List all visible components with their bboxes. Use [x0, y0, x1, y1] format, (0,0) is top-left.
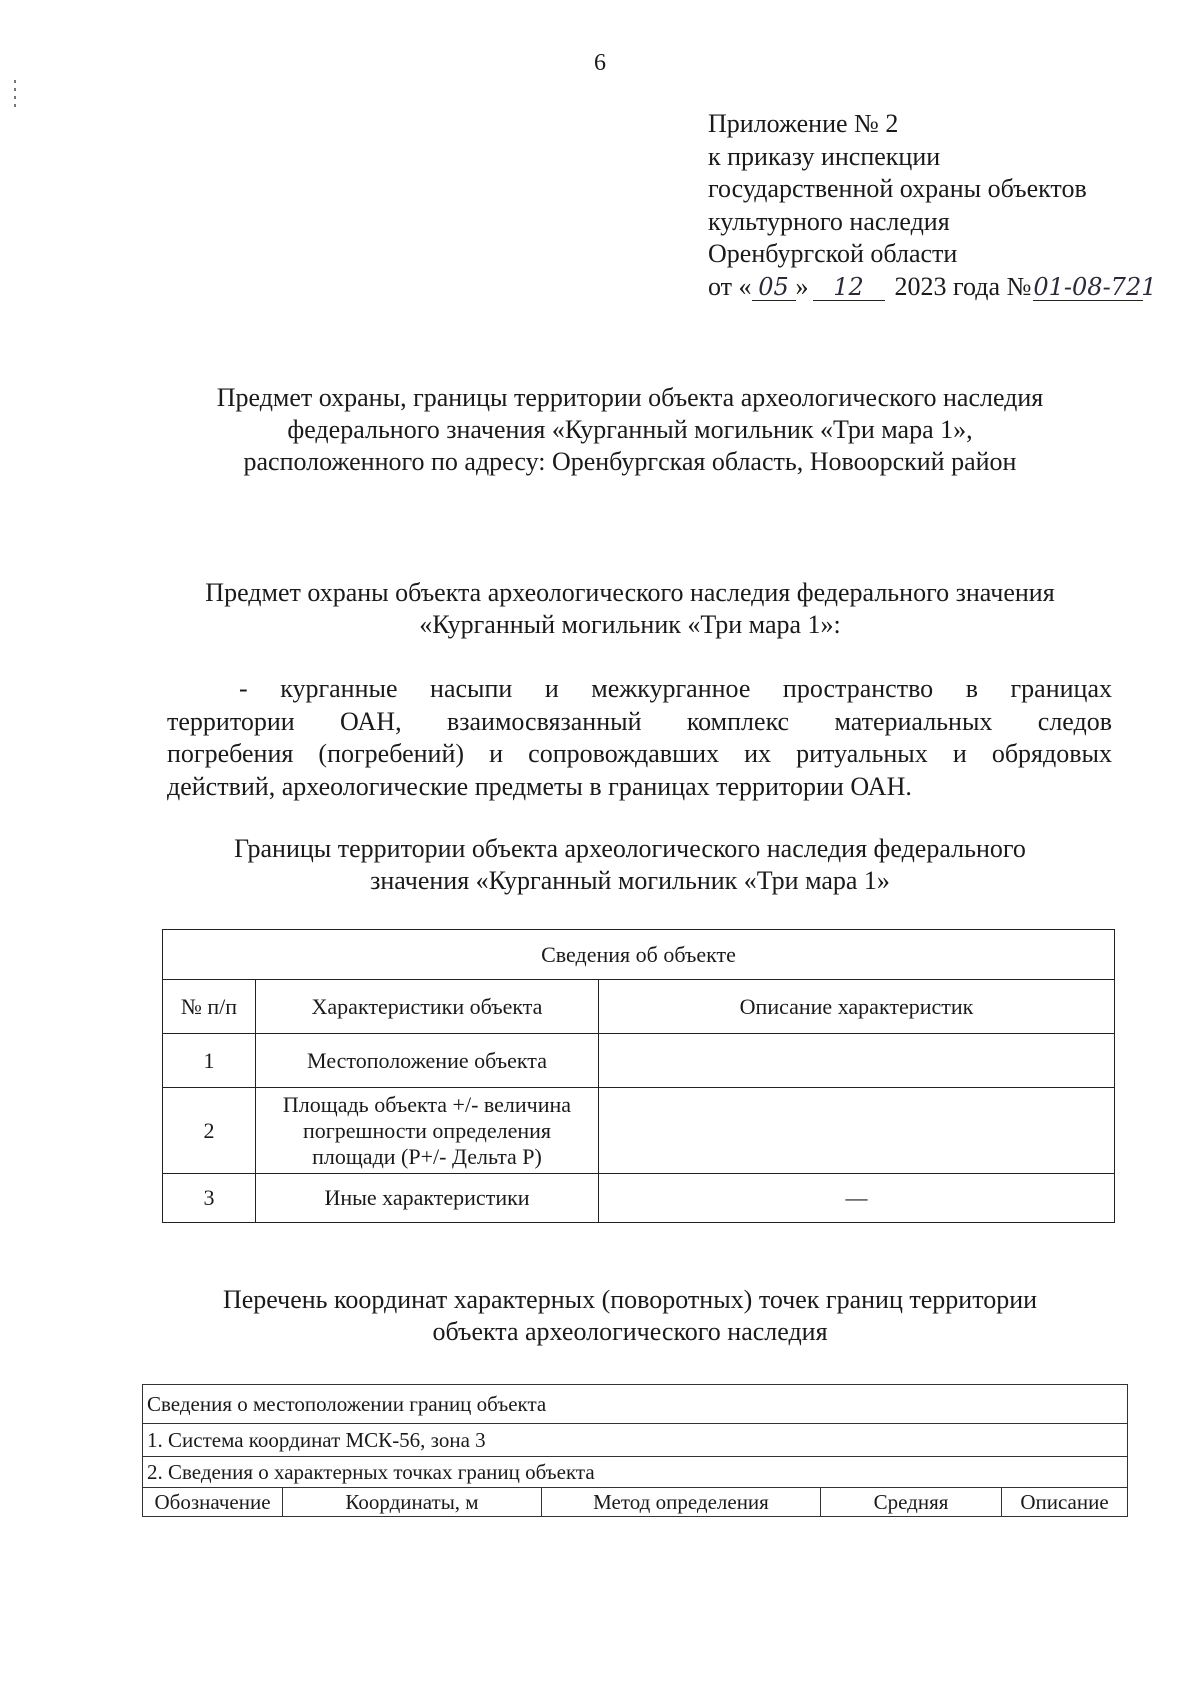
row-characteristic: Местоположение объекта — [256, 1034, 599, 1088]
year-text: 2023 года № — [894, 271, 1032, 301]
row-description — [599, 1088, 1115, 1174]
row-number: 2 — [163, 1088, 256, 1174]
table-row — [143, 1424, 1128, 1457]
heading-line: Предмет охраны объекта археологического наследия федерального значения — [205, 578, 1055, 607]
table-row — [143, 1457, 1128, 1488]
appendix-line: Приложение № 2 — [708, 109, 899, 138]
appendix-line: культурного наследия — [708, 206, 950, 236]
main-heading — [150, 382, 1110, 478]
row-characteristic: Иные характеристики — [256, 1174, 599, 1223]
table-header-row — [163, 980, 1115, 1034]
table-row — [143, 1385, 1128, 1424]
heading-line: Перечень координат характерных (поворотных) точек границ территории — [222, 1285, 1038, 1314]
header-cell: Метод определения — [542, 1488, 821, 1517]
appendix-line: государственной охраны объектов — [708, 174, 1087, 203]
subject-paragraph — [167, 673, 1112, 803]
heading-line: федерального значения «Курганный могильник «Три мара 1», — [287, 415, 973, 444]
row-characteristic: Площадь объекта +/- величина погрешности определения площади (Р+/- Дельта Р) — [256, 1088, 599, 1174]
margin-marks — [14, 80, 16, 110]
header-cell: Координаты, м — [283, 1488, 542, 1517]
heading-line: Границы территории объекта археологического наследия федерального — [234, 834, 1026, 863]
handwritten-month: 12 — [833, 272, 864, 301]
coords-location-title: Сведения о местоположении границ объекта — [143, 1385, 1128, 1424]
table-row — [163, 1034, 1115, 1088]
handwritten-day: 05 — [758, 272, 789, 301]
coords-points-title: 2. Сведения о характерных точках границ объекта — [143, 1457, 1128, 1488]
heading-line: расположенного по адресу: Оренбургская область, Новоорский район — [243, 447, 1017, 476]
header-cell: № п/п — [163, 980, 256, 1034]
row-number: 1 — [163, 1034, 256, 1088]
appendix-line: к приказу инспекции — [708, 141, 941, 171]
row-number: 3 — [163, 1174, 256, 1223]
order-date-line — [708, 271, 1157, 304]
table-row — [163, 1174, 1115, 1223]
header-cell: Описание характеристик — [599, 980, 1115, 1034]
table-title-row — [163, 930, 1115, 980]
header-cell: Характеристики объекта — [256, 980, 599, 1034]
appendix-line: Оренбургской области — [708, 239, 958, 268]
date-prefix: от « — [708, 271, 752, 301]
row-description: — — [599, 1174, 1115, 1223]
header-cell: Описание — [1002, 1488, 1128, 1517]
heading-line: Предмет охраны, границы территории объекта археологического наследия — [216, 383, 1044, 412]
coordinates-table — [142, 1384, 1128, 1517]
date-mid: » — [795, 271, 809, 301]
heading-line: «Курганный могильник «Три мара 1»: — [419, 610, 841, 639]
heading-line: объекта археологического наследия — [432, 1317, 828, 1346]
appendix-block — [708, 108, 1157, 303]
bounds-heading — [150, 833, 1110, 897]
table-row — [163, 1088, 1115, 1174]
subject-heading — [150, 577, 1110, 641]
coords-heading — [150, 1284, 1110, 1348]
header-cell: Обозначение — [143, 1488, 283, 1517]
header-cell: Средняя — [821, 1488, 1002, 1517]
handwritten-order-number: 01-08-721 — [1033, 272, 1157, 301]
heading-line: значения «Курганный могильник «Три мара 1» — [370, 866, 890, 895]
object-info-table — [162, 929, 1115, 1223]
page-number: 6 — [594, 50, 606, 76]
row-description — [599, 1034, 1115, 1088]
table-title: Сведения об объекте — [163, 930, 1115, 980]
paragraph-line: территории ОАН, взаимосвязанный комплекс материальных следов — [167, 706, 1112, 736]
paragraph-line: действий, археологические предметы в границах территории ОАН. — [167, 771, 912, 801]
paragraph-line: - курганные насыпи и межкурганное пространство в границах — [239, 674, 1112, 703]
paragraph-line: погребения (погребений) и сопровождавших их ритуальных и обрядовых — [167, 739, 1112, 768]
table-header-row — [143, 1488, 1128, 1517]
coords-system: 1. Система координат МСК-56, зона 3 — [143, 1424, 1128, 1457]
